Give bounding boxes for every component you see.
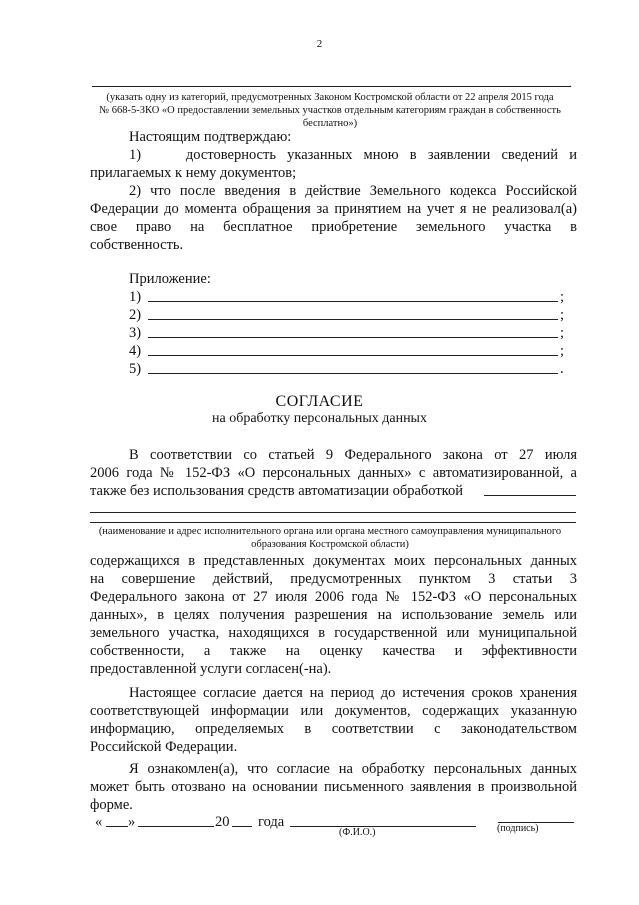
consent-p2-line6: собственности, а также на оценку качества и эффективности (90, 643, 577, 659)
attachment-heading: Приложение: (129, 271, 211, 287)
attachment-item-5-line[interactable] (148, 373, 558, 374)
consent-p4-line1: Я ознакомлен(а), что согласие на обработку персональных данных (129, 761, 577, 777)
fio-field[interactable] (290, 826, 476, 827)
attachment-item-3-line[interactable] (148, 337, 558, 338)
attachment-item-3-num: 3) (129, 325, 142, 341)
signature-label: (подпись) (497, 823, 539, 834)
attachment-item-2-num: 2) (129, 307, 142, 323)
organ-note-line-1: (наименование и адрес исполнительного органа или органа местного самоуправления муниципального (98, 526, 562, 537)
consent-p3-line4: Российской Федерации. (90, 739, 238, 755)
confirm-item1-line2: прилагаемых к нему документов; (90, 165, 297, 181)
attachment-item-2-end: ; (560, 307, 565, 323)
category-note-line-3: бесплатно») (302, 118, 358, 129)
date-day-field[interactable] (106, 826, 128, 827)
category-note-line-2: № 668-5-ЗКО «О предоставлении земельных участков отдельным категориям граждан в собственность (99, 105, 561, 116)
date-year-prefix: 20 (215, 814, 230, 830)
consent-p2-line1: содержащихся в представленных документах моих персональных данных (90, 553, 577, 569)
organ-note-line-2: образования Костромской области) (251, 539, 409, 550)
category-line-end: . (569, 76, 572, 90)
consent-p1-line2: 2006 года № 152-ФЗ «О персональных данных» с автоматизированной, а (90, 465, 577, 481)
confirm-item2-line3: свое право на бесплатное приобретение земельного участка в (90, 219, 577, 235)
confirm-item2-line1: 2) что после введения в действие Земельного кодекса Российской (129, 183, 577, 199)
date-month-field[interactable] (138, 826, 214, 827)
organ-input-line-3[interactable] (90, 522, 576, 523)
attachment-item-3-end: ; (560, 325, 565, 341)
consent-p2-line7: предоставленной услуги согласен(-на). (90, 661, 332, 677)
consent-p3-line2: соответствующей информации или документов, содержащих указанную (90, 703, 577, 719)
consent-p2-line3: Федерального закона от 27 июля 2006 года № 152-ФЗ «О персональных (90, 589, 577, 605)
consent-p2-line4: данных», в целях получения разрешения на использование земель или (90, 607, 577, 623)
attachment-item-1-line[interactable] (148, 301, 558, 302)
consent-p2-line5: земельного участка, находящихся в государственной или муниципальной (90, 625, 577, 641)
consent-p3-line3: информацию, определяемых в соответствии с законодательством (90, 721, 577, 737)
organ-note (80, 525, 580, 551)
attachment-item-4-line[interactable] (148, 355, 558, 356)
consent-p1-line3: также без использования средств автоматизации обработкой (90, 483, 463, 499)
consent-p3-line1: Настоящее согласие дается на период до истечения сроков хранения (129, 685, 577, 701)
confirm-heading: Настоящим подтверждаю: (129, 129, 292, 145)
date-quote-open: « (95, 814, 103, 830)
fio-label: (Ф.И.О.) (339, 827, 376, 838)
attachment-item-1-end: ; (560, 289, 565, 305)
organ-input-line-1[interactable] (484, 495, 576, 496)
category-note-line-1: (указать одну из категорий, предусмотренных Законом Костромской области от 22 апреля 2015 года (106, 92, 554, 103)
confirm-item2-line2: Федерации до момента обращения за принятием на учет я не реализовал(а) (90, 201, 577, 217)
confirm-item1-line1: 1) достоверность указанных мною в заявлении сведений и (129, 147, 577, 163)
confirm-item2-line4: собственность. (90, 237, 184, 253)
consent-p2-line2: на совершение действий, предусмотренных пунктом 3 статьи 3 (90, 571, 577, 587)
attachment-item-4-end: ; (560, 343, 565, 359)
consent-subtitle: на обработку персональных данных (212, 411, 427, 426)
consent-title: СОГЛАСИЕ (275, 393, 364, 410)
date-year-field[interactable] (232, 826, 252, 827)
attachment-item-5-end: . (560, 361, 564, 377)
attachment-item-4-num: 4) (129, 343, 142, 359)
consent-p4-line3: форме. (90, 797, 133, 813)
page-number: 2 (316, 38, 323, 50)
attachment-item-5-num: 5) (129, 361, 142, 377)
attachment-item-1-num: 1) (129, 289, 142, 305)
consent-p4-line2: может быть отозвано на основании письменного заявления в произвольной (90, 779, 577, 795)
date-quote-close: » (128, 814, 136, 830)
organ-input-line-2[interactable] (90, 512, 576, 513)
category-input-line[interactable] (92, 86, 570, 87)
category-note (80, 91, 580, 130)
consent-p1-line1: В соответствии со статьей 9 Федерального закона от 27 июля (129, 447, 577, 463)
attachment-item-2-line[interactable] (148, 319, 558, 320)
date-year-suffix: года (258, 814, 285, 830)
